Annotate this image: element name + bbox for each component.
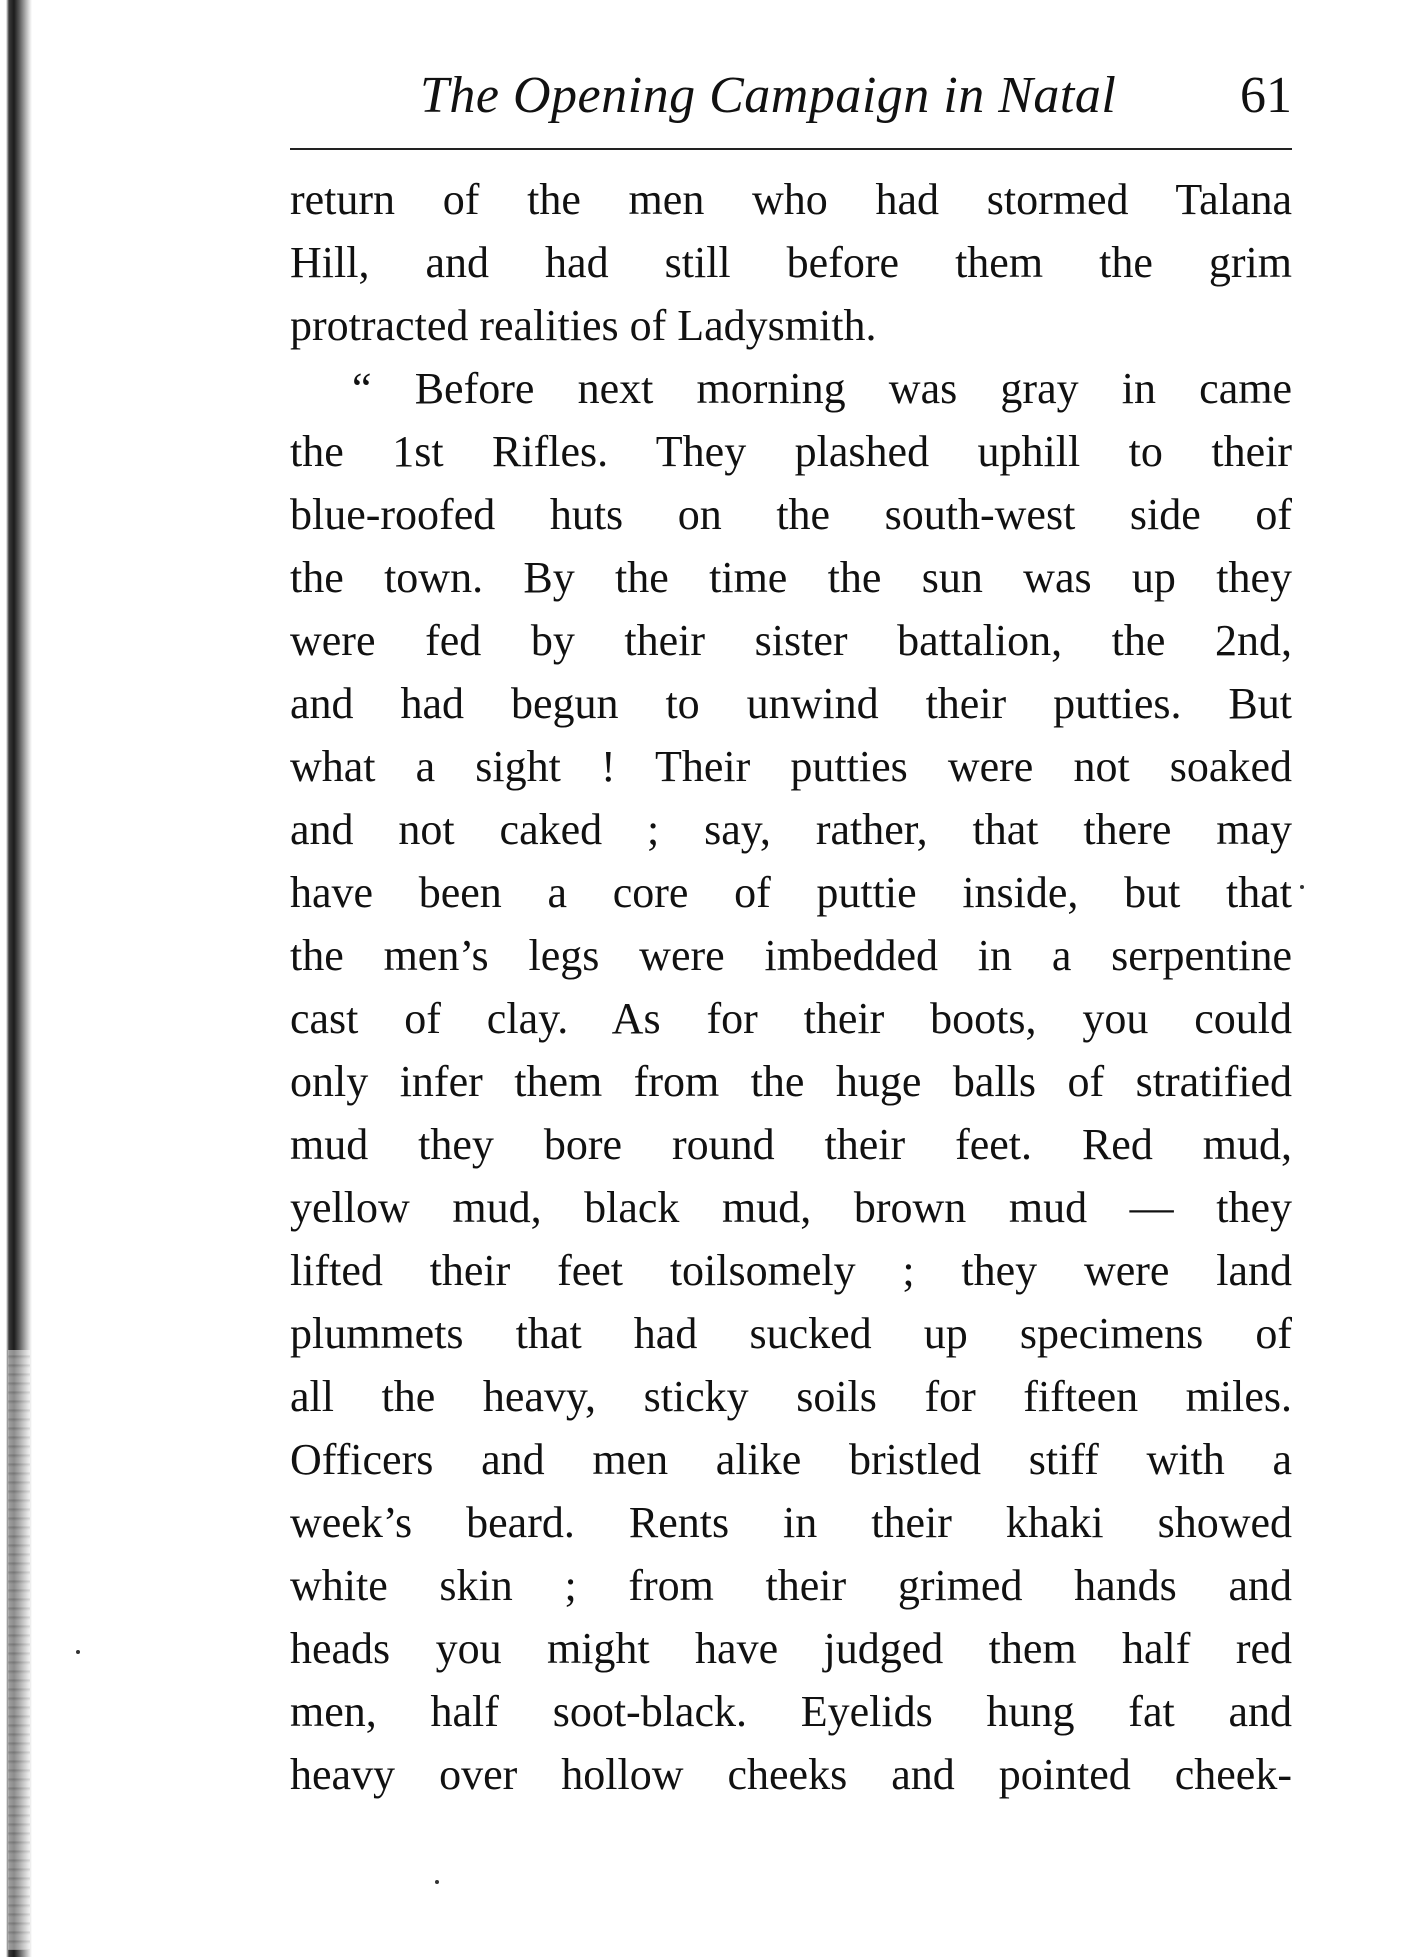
text-line: have been a core of puttie inside, but that	[290, 868, 1292, 917]
text-line: yellow mud, black mud, brown mud — they	[290, 1183, 1292, 1232]
text-line: lifted their feet toilsomely ; they were land	[290, 1246, 1292, 1295]
header-rule	[290, 148, 1292, 150]
text-line: only infer them from the huge balls of stratified	[290, 1057, 1292, 1106]
text-line: week’s beard. Rents in their khaki showed	[290, 1498, 1292, 1547]
scan-dot	[1300, 885, 1304, 889]
text-line: were fed by their sister battalion, the 2nd,	[290, 616, 1292, 665]
scan-dot	[435, 1880, 439, 1884]
text-line: men, half soot-black. Eyelids hung fat and	[290, 1687, 1292, 1736]
page-header	[290, 60, 1292, 138]
running-title: The Opening Campaign in Natal	[420, 67, 1117, 124]
scan-speckle	[8, 1350, 30, 1950]
text-line: the 1st Rifles. They plashed uphill to their	[290, 427, 1292, 476]
text-line: return of the men who had stormed Talana	[290, 175, 1292, 224]
text-line: white skin ; from their grimed hands and	[290, 1561, 1292, 1610]
text-line: the men’s legs were imbedded in a serpentine	[290, 931, 1292, 980]
scan-dot	[76, 1650, 80, 1654]
text-line: heads you might have judged them half red	[290, 1624, 1292, 1673]
text-line: protracted realities of Ladysmith.	[290, 301, 877, 350]
text-line: blue-roofed huts on the south-west side of	[290, 490, 1292, 539]
text-line: heavy over hollow cheeks and pointed cheek-	[290, 1750, 1292, 1799]
text-line: and not caked ; say, rather, that there may	[290, 805, 1292, 854]
text-line: cast of clay. As for their boots, you could	[290, 994, 1292, 1043]
text-line: and had begun to unwind their putties. But	[290, 679, 1292, 728]
text-line: Officers and men alike bristled stiff with a	[290, 1435, 1292, 1484]
text-line: all the heavy, sticky soils for fifteen miles.	[290, 1372, 1292, 1421]
text-line: Hill, and had still before them the grim	[290, 238, 1292, 287]
text-line: the town. By the time the sun was up they	[290, 553, 1292, 602]
text-line: “ Before next morning was gray in came	[352, 364, 1292, 413]
page-number: 61	[1240, 67, 1292, 124]
page-body	[290, 168, 1292, 1806]
text-line: mud they bore round their feet. Red mud,	[290, 1120, 1292, 1169]
text-line: plummets that had sucked up specimens of	[290, 1309, 1292, 1358]
text-line: what a sight ! Their putties were not soaked	[290, 742, 1292, 791]
